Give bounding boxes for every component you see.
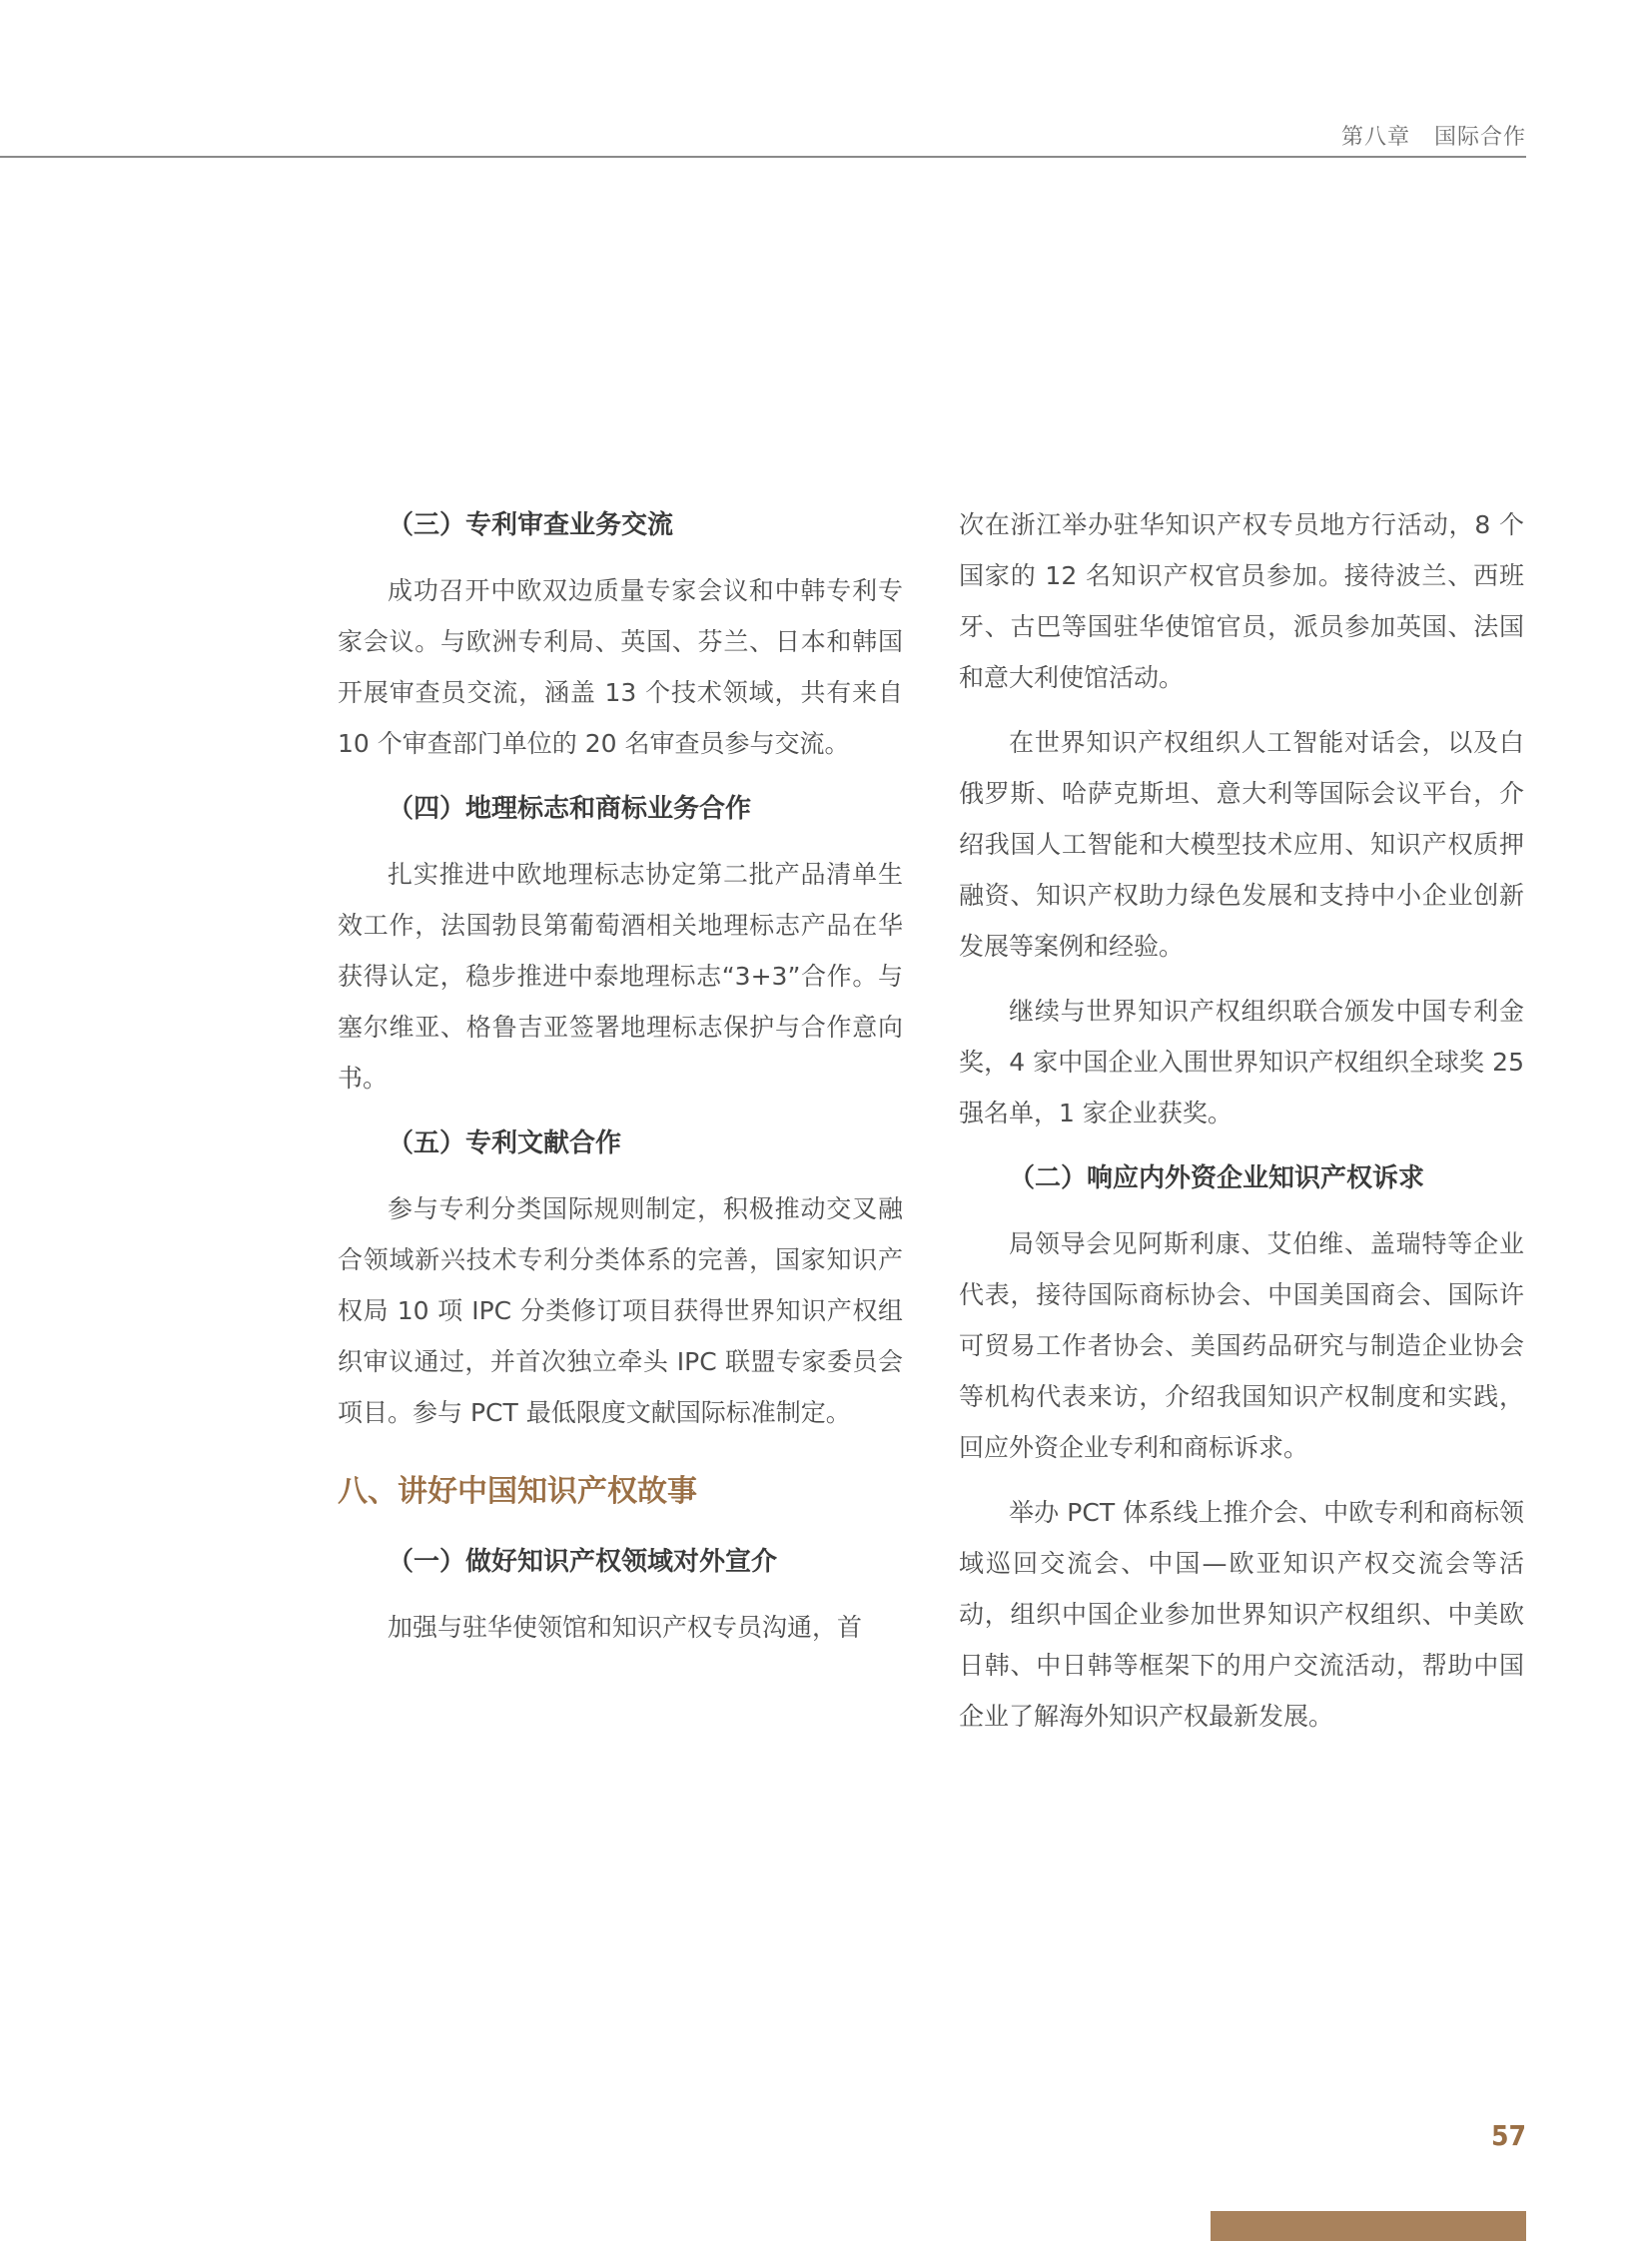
chapter-title: 国际合作 [1433,125,1526,150]
footer-bar [1211,2211,1526,2241]
paragraph-patent-literature: 参与专利分类国际规则制定，积极推动交叉融合领域新兴技术专利分类体系的完善，国家知识产权局 10 项 IPC 分类修订项目获得世界知识产权组织审议通过，并首次独立牵头 IPC 联盟专家委员会项目。参与 PCT 最低限度文献国际标准制定。 [338,1194,903,1427]
paragraph-enterprise-meetings: 局领导会见阿斯利康、艾伯维、盖瑞特等企业代表，接待国际商标协会、中国美国商会、国际许可贸易工作者协会、美国药品研究与制造企业协会等机构代表来访，介绍我国知识产权制度和实践，回应外资企业专利和商标诉求。 [959,1229,1524,1462]
chapter-label: 第八章 [1340,125,1410,150]
section-heading-geographical-indication: （四）地理标志和商标业务合作 [388,794,752,824]
page-number: 57 [1490,2119,1526,2152]
paragraph-geographical-indication: 扎实推进中欧地理标志协定第二批产品清单生效工作，法国勃艮第葡萄酒相关地理标志产品在华获得认定，稳步推进中泰地理标志“3+3”合作。与塞尔维亚、格鲁吉亚签署地理标志保护与合作意向书。 [338,860,903,1093]
chapter-section-heading: 八、讲好中国知识产权故事 [338,1474,697,1509]
header-rule [0,156,1526,158]
left-column [338,499,903,1667]
paragraph-pct-promotion: 举办 PCT 体系线上推介会、中欧专利和商标领域巡回交流会、中国—欧亚知识产权交流会等活动，组织中国企业参加世界知识产权组织、中美欧日韩、中日韩等框架下的用户交流活动，帮助中国企业了解海外知识产权最新发展。 [959,1498,1524,1731]
section-heading-external-publicity: （一）做好知识产权领域对外宣介 [388,1547,778,1577]
paragraph-external-publicity-continued: 次在浙江举办驻华知识产权专员地方行活动，8 个国家的 12 名知识产权官员参加。接待波兰、西班牙、古巴等国驻华使馆官员，派员参加英国、法国和意大利使馆活动。 [959,510,1524,692]
section-heading-enterprise-demands: （二）响应内外资企业知识产权诉求 [1009,1163,1425,1193]
running-header [1341,120,1526,151]
right-column [959,499,1524,1756]
paragraph-patent-award: 继续与世界知识产权组织联合颁发中国专利金奖，4 家中国企业入围世界知识产权组织全球奖 25 强名单，1 家企业获奖。 [959,997,1524,1127]
paragraph-ai-dialogue: 在世界知识产权组织人工智能对话会，以及白俄罗斯、哈萨克斯坦、意大利等国际会议平台，介绍我国人工智能和大模型技术应用、知识产权质押融资、知识产权助力绿色发展和支持中小企业创新发展等案例和经验。 [959,728,1524,961]
paragraph-patent-examination: 成功召开中欧双边质量专家会议和中韩专利专家会议。与欧洲专利局、英国、芬兰、日本和韩国开展审查员交流，涵盖 13 个技术领域，共有来自 10 个审查部门单位的 20 名审查员参与交流。 [338,576,903,758]
section-heading-patent-literature: （五）专利文献合作 [388,1128,622,1158]
section-heading-patent-examination: （三）专利审查业务交流 [388,510,674,540]
paragraph-external-publicity-start: 加强与驻华使领馆和知识产权专员沟通，首 [388,1613,863,1642]
